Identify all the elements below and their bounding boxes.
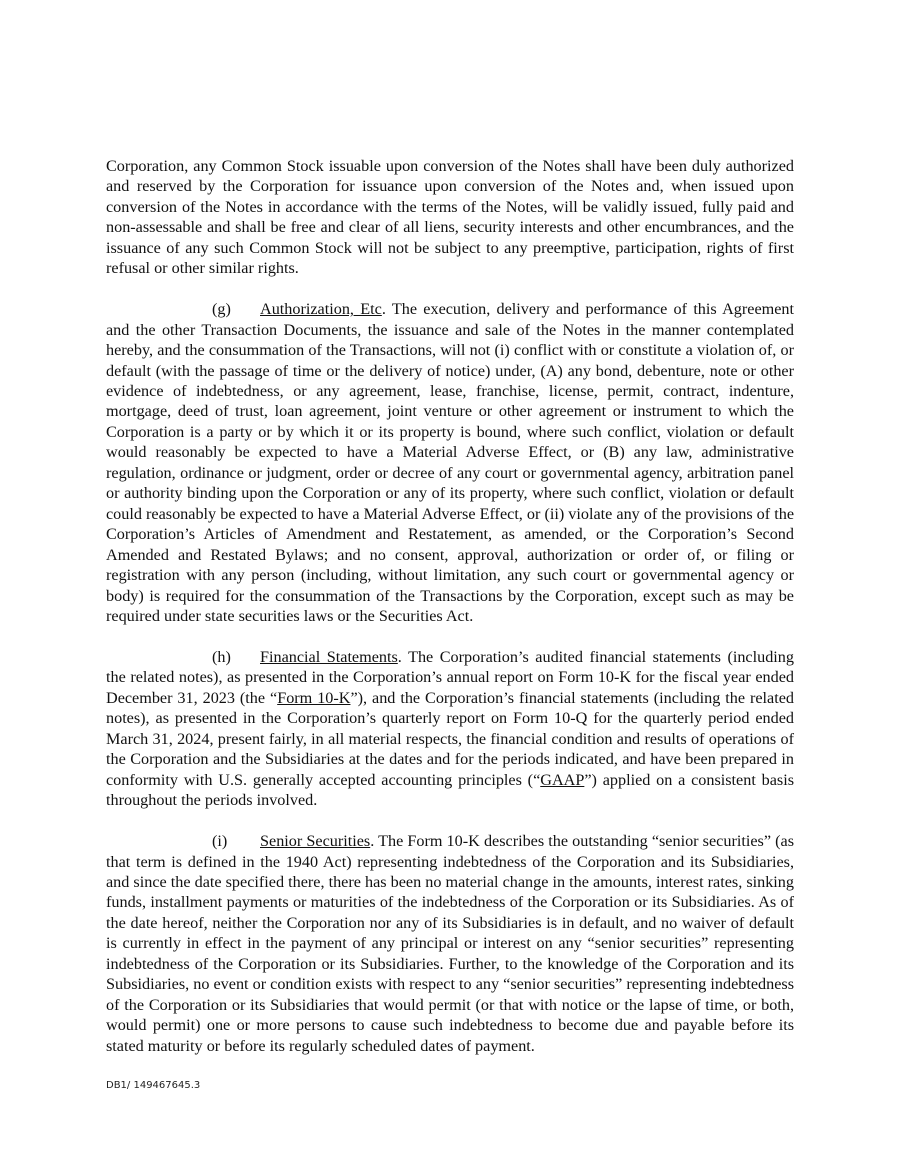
section-heading: Financial Statements (260, 647, 398, 666)
section-h (106, 647, 794, 811)
section-number: (g) (212, 300, 231, 319)
section-i (106, 831, 794, 1056)
section-text: ”) applied on a consistent basis throughout the periods involved. (106, 770, 794, 810)
section-heading: Authorization, Etc (260, 300, 382, 319)
section-text: . The Corporation’s audited financial statements (including the related notes), as presented in the Corporation’s annual report on Form 10-K for the fiscal year ended December 31, 2023 (the “ (106, 647, 794, 707)
section-number: (i) (212, 832, 228, 851)
section-text: . The Form 10-K describes the outstanding “senior securities” (as that term is defined in the 1940 Act) representing indebtedness of the Corporation and its Subsidiaries, and since the date specified there, there has been no material change in the amounts, interest rates, sinking funds, installment payments or maturities of the indebtedness of the Corporation or its Subsidiaries. As of the date hereof, neither the Corporation nor any of its Subsidiaries is in default, and no waiver of default is currently in effect in the payment of any principal or interest on any “senior securities” representing indebtedness of the Corporation or its Subsidiaries. Further, to the knowledge of the Corporation and its Subsidiaries, no event or condition exists with respect to any “senior securities” representing indebtedness of the Corporation or its Subsidiaries that would permit (or that with notice or the lapse of time, or both, would permit) one or more persons to cause such indebtedness to become due and payable before its stated maturity or before its regularly scheduled dates of payment. (106, 832, 794, 1055)
defined-term: GAAP (540, 770, 585, 789)
defined-term: Form 10-K (277, 688, 351, 707)
document-page (106, 156, 794, 1077)
section-number: (h) (212, 647, 231, 666)
intro-paragraph: Corporation, any Common Stock issuable upon conversion of the Notes shall have been duly authorized and reserved by the Corporation for issuance upon conversion of the Notes and, when issued upon conversion of the Notes in accordance with the terms of the Notes, will be validly issued, fully paid and non-assessable and shall be free and clear of all liens, security interests and other encumbrances, and the issuance of any such Common Stock will not be subject to any preemptive, participation, rights of first refusal or other similar rights. (106, 157, 794, 278)
section-g (106, 299, 794, 626)
section-text: ”), and the Corporation’s financial statements (including the related notes), as presented in the Corporation’s quarterly report on Form 10-Q for the quarterly period ended March 31, 2024, present fairly, in all material respects, the financial condition and results of operations of the Corporation and the Subsidiaries at the dates and for the periods indicated, and have been prepared in conformity with U.S. generally accepted accounting principles (“ (106, 688, 794, 789)
section-heading: Senior Securities (260, 832, 371, 851)
section-text: . The execution, delivery and performance of this Agreement and the other Transaction Documents, the issuance and sale of the Notes in the manner contemplated hereby, and the consummation of the Transactions, will not (i) conflict with or constitute a violation of, or default (with the passage of time or the delivery of notice) under, (A) any bond, debenture, note or other evidence of indebtedness, or any agreement, lease, franchise, license, permit, contract, indenture, mortgage, deed of trust, loan agreement, joint venture or other agreement or instrument to which the Corporation is a party or by which it or its property is bound, where such conflict, violation or default would reasonably be expected to have a Material Adverse Effect, or (B) any law, administrative regulation, ordinance or judgment, order or decree of any court or governmental agency, arbitration panel or authority binding upon the Corporation or any of its property, where such conflict, violation or default could reasonably be expected to have a Material Adverse Effect, or (ii) violate any of the provisions of the Corporation’s Articles of Amendment and Restatement, as amended, or the Corporation’s Second Amended and Restated Bylaws; and no consent, approval, authorization or order of, or filing or registration with any person (including, without limitation, any such court or governmental agency or body) is required for the consummation of the Transactions by the Corporation, except such as may be required under state securities laws or the Securities Act. (106, 300, 794, 626)
document-footer-id: DB1/ 149467645.3 (106, 1080, 201, 1091)
